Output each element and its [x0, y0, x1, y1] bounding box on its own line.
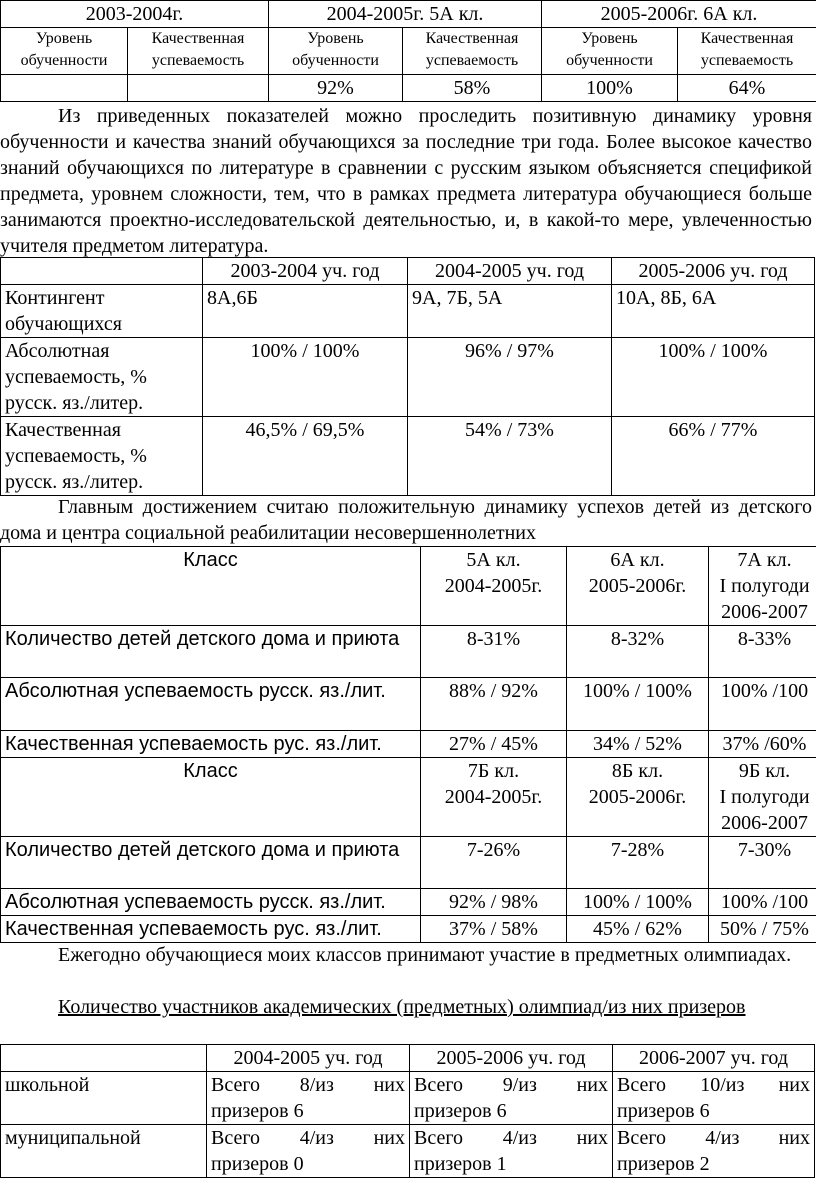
- t1-sub-4: Качественная успеваемость: [403, 28, 542, 75]
- class-year: 2006-2007: [721, 812, 808, 834]
- t4-header-3: 2006-2007 уч. год: [613, 1045, 815, 1072]
- t1-sub-5: Уровень обученности: [542, 28, 678, 75]
- t3-cell: 7-30%: [709, 837, 816, 889]
- t3-col-header: [709, 758, 816, 837]
- t4-cell: Всего 9/из них призеров 6: [410, 1072, 613, 1125]
- class-period: I полугоди: [719, 786, 810, 808]
- class-name: 6А кл.: [610, 549, 665, 571]
- t1-val-2: [128, 75, 269, 102]
- t4-row-label: школьной: [1, 1072, 207, 1125]
- t1-val-6: 64%: [678, 75, 816, 102]
- t3-row-label: Качественная успеваемость рус. яз./лит.: [1, 916, 421, 943]
- t3-cell: 88% / 92%: [421, 678, 567, 731]
- t1-val-3: 92%: [269, 75, 403, 102]
- t3-cell: 92% / 98%: [421, 889, 567, 916]
- t1-year-2: 2004-2005г. 5А кл.: [269, 1, 542, 28]
- t4-header-empty: [1, 1045, 207, 1072]
- t3-col-header: [421, 547, 567, 626]
- class-name: 7Б кл.: [467, 760, 520, 782]
- t2-row-label: Абсолютная успеваемость, % русск. яз./литер.: [1, 338, 203, 417]
- paragraph-2: Главным достижением считаю положительную динамику успехов детей из детского дома и центра социальной реабилитации несовершеннолетних: [0, 496, 812, 544]
- olympiad-heading: Количество участников академических (предметных) олимпиад/из них призеров: [58, 996, 746, 1018]
- t4-cell: Всего 4/из них призеров 0: [207, 1125, 410, 1178]
- class-name: 5А кл.: [466, 549, 521, 571]
- t4-header-1: 2004-2005 уч. год: [207, 1045, 410, 1072]
- t1-sub-2: Качественная успеваемость: [128, 28, 269, 75]
- results-table-2: [0, 257, 815, 496]
- t1-sub-3: Уровень обученности: [269, 28, 403, 75]
- t2-cell: 10А, 8Б, 6А: [612, 285, 815, 338]
- t2-cell: 8А,6Б: [203, 285, 408, 338]
- t3-class-label: Класс: [1, 547, 421, 626]
- t1-sub-6: Качественная успеваемость: [678, 28, 816, 75]
- t2-header-empty: [1, 258, 203, 285]
- t3-cell: 8-31%: [421, 626, 567, 678]
- paragraph-1: Из приведенных показателей можно проследить позитивную динамику уровня обученности и качества знаний обучающихся за последние три года. Более высокое качество знаний обучающихся по литературе в сравнении с русским языком объясняется спецификой предмета, уровнем сложности, тем, что в рамках предмета литература обучающиеся больше занимаются проектно-исследовательской деятельностью, и, в какой-то мере, увлеченностью учителя предметом литература.: [0, 105, 812, 257]
- t1-val-1: [1, 75, 128, 102]
- t3-class-label: Класс: [1, 758, 421, 837]
- class-name: 7А кл.: [737, 549, 792, 571]
- t3-col-header: [567, 758, 709, 837]
- olympiad-table: [0, 1044, 815, 1178]
- class-year: 2005-2006г.: [588, 575, 687, 597]
- orphan-progress-table: [0, 546, 816, 943]
- t4-cell: Всего 4/из них призеров 1: [410, 1125, 613, 1178]
- t3-cell: 8-32%: [567, 626, 709, 678]
- class-year: 2004-2005г.: [444, 575, 543, 597]
- class-name: 9Б кл.: [738, 760, 791, 782]
- t2-header-1: 2003-2004 уч. год: [203, 258, 408, 285]
- t3-cell: 50% / 75%: [709, 916, 816, 943]
- t3-col-header: [709, 547, 816, 626]
- t3-cell: 100% / 100%: [567, 678, 709, 731]
- t1-sub-1: Уровень обученности: [1, 28, 128, 75]
- t3-row-label: Абсолютная успеваемость русск. яз./лит.: [1, 678, 421, 731]
- t1-year-3: 2005-2006г. 6А кл.: [542, 1, 816, 28]
- class-name: 8Б кл.: [611, 760, 664, 782]
- t4-cell: Всего 10/из них призеров 6: [613, 1072, 815, 1125]
- class-year: 2004-2005г.: [444, 786, 543, 808]
- t3-cell: 45% / 62%: [567, 916, 709, 943]
- t3-cell: 27% / 45%: [421, 731, 567, 758]
- results-table-1: [0, 0, 816, 102]
- t3-cell: 37% /60%: [709, 731, 816, 758]
- t1-year-1: 2003-2004г.: [1, 1, 269, 28]
- t3-row-label: Количество детей детского дома и приюта: [1, 626, 421, 678]
- t1-val-5: 100%: [542, 75, 678, 102]
- t2-header-2: 2004-2005 уч. год: [408, 258, 612, 285]
- t4-cell: Всего 4/из них призеров 2: [613, 1125, 815, 1178]
- t3-cell: 37% / 58%: [421, 916, 567, 943]
- t2-row-label: Качественная успеваемость, % русск. яз./литер.: [1, 417, 203, 496]
- t3-cell: 100% / 100%: [567, 889, 709, 916]
- t3-col-header: [421, 758, 567, 837]
- t4-header-2: 2005-2006 уч. год: [410, 1045, 613, 1072]
- t3-row-label: Абсолютная успеваемость русск. яз./лит.: [1, 889, 421, 916]
- class-year: 2005-2006г.: [588, 786, 687, 808]
- t3-cell: 100% /100: [709, 889, 816, 916]
- t3-row-label: Количество детей детского дома и приюта: [1, 837, 421, 889]
- t3-row-label: Качественная успеваемость рус. яз./лит.: [1, 731, 421, 758]
- t3-cell: 34% / 52%: [567, 731, 709, 758]
- t2-cell: 9А, 7Б, 5А: [408, 285, 612, 338]
- t2-cell: 100% / 100%: [612, 338, 815, 417]
- paragraph-3: Ежегодно обучающиеся моих классов принимают участие в предметных олимпиадах.: [58, 944, 792, 966]
- t2-cell: 96% / 97%: [408, 338, 612, 417]
- t1-val-4: 58%: [403, 75, 542, 102]
- t3-cell: 7-28%: [567, 837, 709, 889]
- t2-row-label: Контингент обучающихся: [1, 285, 203, 338]
- t3-cell: 7-26%: [421, 837, 567, 889]
- class-year: 2006-2007: [721, 601, 808, 623]
- t2-header-3: 2005-2006 уч. год: [612, 258, 815, 285]
- t2-cell: 100% / 100%: [203, 338, 408, 417]
- t2-cell: 46,5% / 69,5%: [203, 417, 408, 496]
- t2-cell: 66% / 77%: [612, 417, 815, 496]
- t4-row-label: муниципальной: [1, 1125, 207, 1178]
- t3-col-header: [567, 547, 709, 626]
- t3-cell: 8-33%: [709, 626, 816, 678]
- class-period: I полугоди: [719, 575, 810, 597]
- t2-cell: 54% / 73%: [408, 417, 612, 496]
- t3-cell: 100% /100: [709, 678, 816, 731]
- t4-cell: Всего 8/из них призеров 6: [207, 1072, 410, 1125]
